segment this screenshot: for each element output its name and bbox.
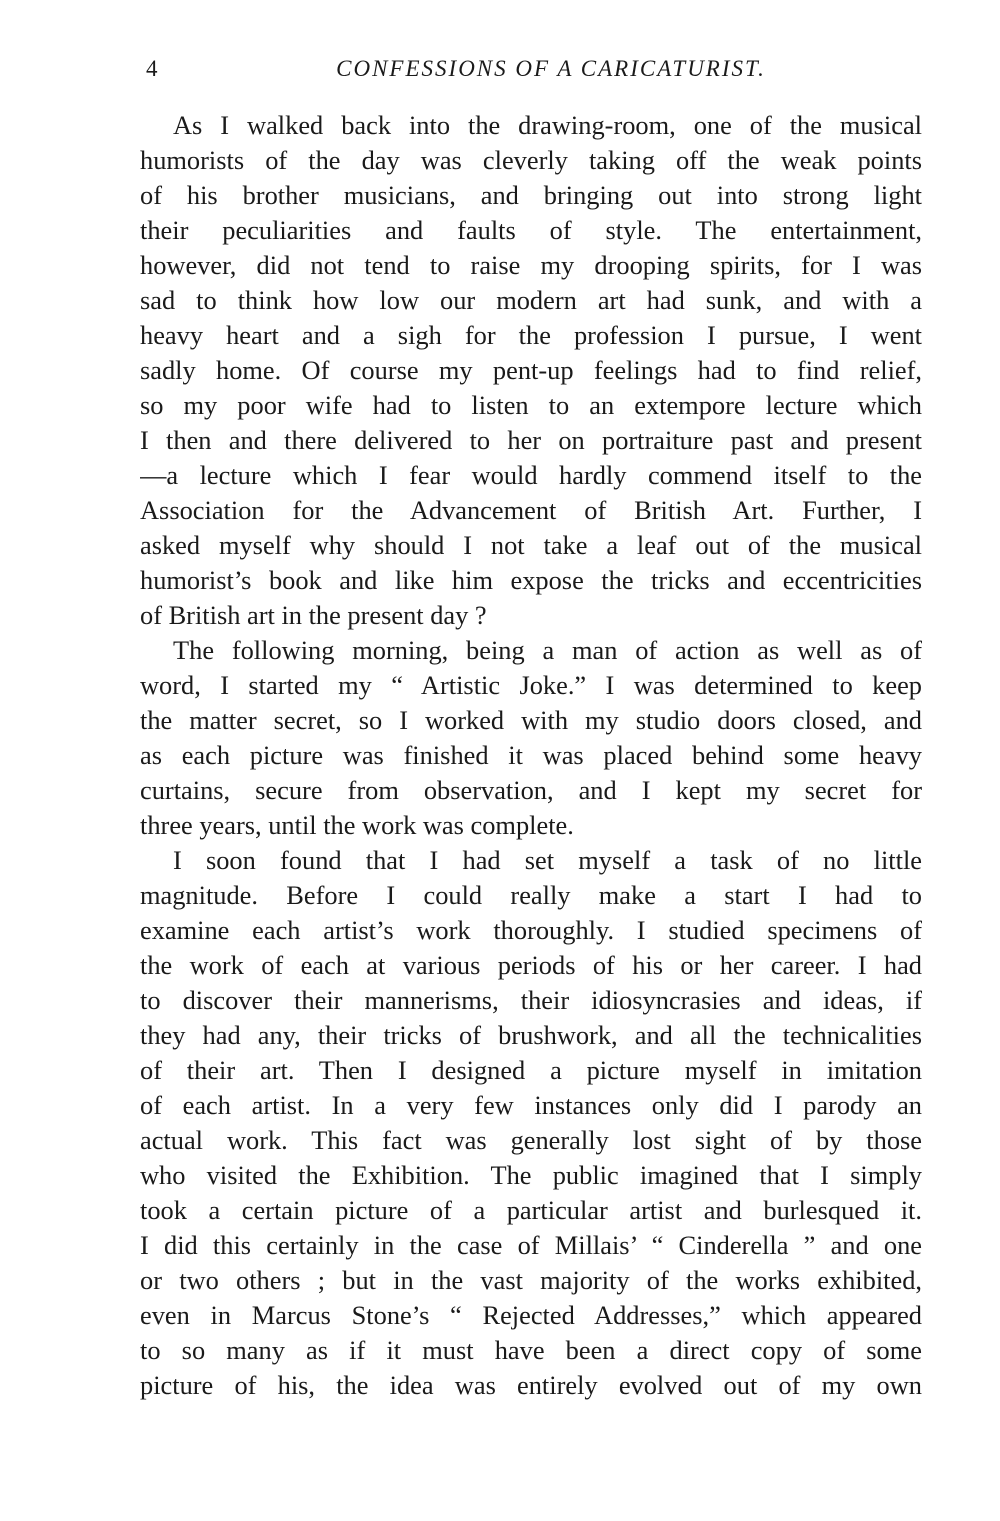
page-number: 4 xyxy=(146,56,158,81)
text-line: the matter secret, so I worked with my studio doors closed, and xyxy=(140,705,922,735)
text-line: examine each artist’s work thoroughly. I studied specimens of xyxy=(140,915,922,945)
paragraph xyxy=(140,633,922,843)
text-line: of each artist. In a very few instances only did I parody an xyxy=(140,1090,922,1120)
text-line: even in Marcus Stone’s “ Rejected Addresses,” which appeared xyxy=(140,1300,922,1330)
text-line: who visited the Exhibition. The public imagined that I simply xyxy=(140,1160,922,1190)
running-head xyxy=(140,52,922,86)
text-line: however, did not tend to raise my drooping spirits, for I was xyxy=(140,250,922,280)
text-line: three years, until the work was complete. xyxy=(140,810,574,840)
text-line: they had any, their tricks of brushwork, and all the technicalities xyxy=(140,1020,922,1050)
text-line: to so many as if it must have been a direct copy of some xyxy=(140,1335,922,1365)
book-page xyxy=(140,52,922,1403)
text-line: curtains, secure from observation, and I kept my secret for xyxy=(140,775,922,805)
text-line: The following morning, being a man of action as well as of xyxy=(173,635,922,665)
text-line: —a lecture which I fear would hardly commend itself to the xyxy=(140,460,922,490)
text-line: As I walked back into the drawing-room, one of the musical xyxy=(173,110,922,140)
text-line: actual work. This fact was generally lost sight of by those xyxy=(140,1125,922,1155)
text-line: humorist’s book and like him expose the tricks and eccentricities xyxy=(140,565,922,595)
text-line: I then and there delivered to her on portraiture past and present xyxy=(140,425,922,455)
text-line: so my poor wife had to listen to an extempore lecture which xyxy=(140,390,922,420)
text-line: took a certain picture of a particular artist and burlesqued it. xyxy=(140,1195,922,1225)
text-line: picture of his, the idea was entirely evolved out of my own xyxy=(140,1370,922,1400)
text-line: word, I started my “ Artistic Joke.” I was determined to keep xyxy=(140,670,922,700)
text-line: I did this certainly in the case of Millais’ “ Cinderella ” and one xyxy=(140,1230,922,1260)
text-line: magnitude. Before I could really make a start I had to xyxy=(140,880,922,910)
text-line: their peculiarities and faults of style. The entertainment, xyxy=(140,215,922,245)
text-line: of their art. Then I designed a picture myself in imitation xyxy=(140,1055,922,1085)
text-line: Association for the Advancement of British Art. Further, I xyxy=(140,495,922,525)
paragraph xyxy=(140,843,922,1403)
text-line: of his brother musicians, and bringing out into strong light xyxy=(140,180,922,210)
text-line: asked myself why should I not take a leaf out of the musical xyxy=(140,530,922,560)
text-line: humorists of the day was cleverly taking off the weak points xyxy=(140,145,922,175)
body-text xyxy=(140,108,922,1403)
text-line: heavy heart and a sigh for the profession I pursue, I went xyxy=(140,320,922,350)
text-line: I soon found that I had set myself a task of no little xyxy=(173,845,922,875)
text-line: of British art in the present day ? xyxy=(140,600,487,630)
text-line: sadly home. Of course my pent-up feelings had to find relief, xyxy=(140,355,922,385)
text-line: or two others ; but in the vast majority of the works exhibited, xyxy=(140,1265,922,1295)
text-line: the work of each at various periods of his or her career. I had xyxy=(140,950,922,980)
text-line: sad to think how low our modern art had sunk, and with a xyxy=(140,285,922,315)
text-line: as each picture was finished it was placed behind some heavy xyxy=(140,740,922,770)
running-title: CONFESSIONS OF A CARICATURIST. xyxy=(336,56,766,81)
text-line: to discover their mannerisms, their idiosyncrasies and ideas, if xyxy=(140,985,922,1015)
paragraph xyxy=(140,108,922,633)
